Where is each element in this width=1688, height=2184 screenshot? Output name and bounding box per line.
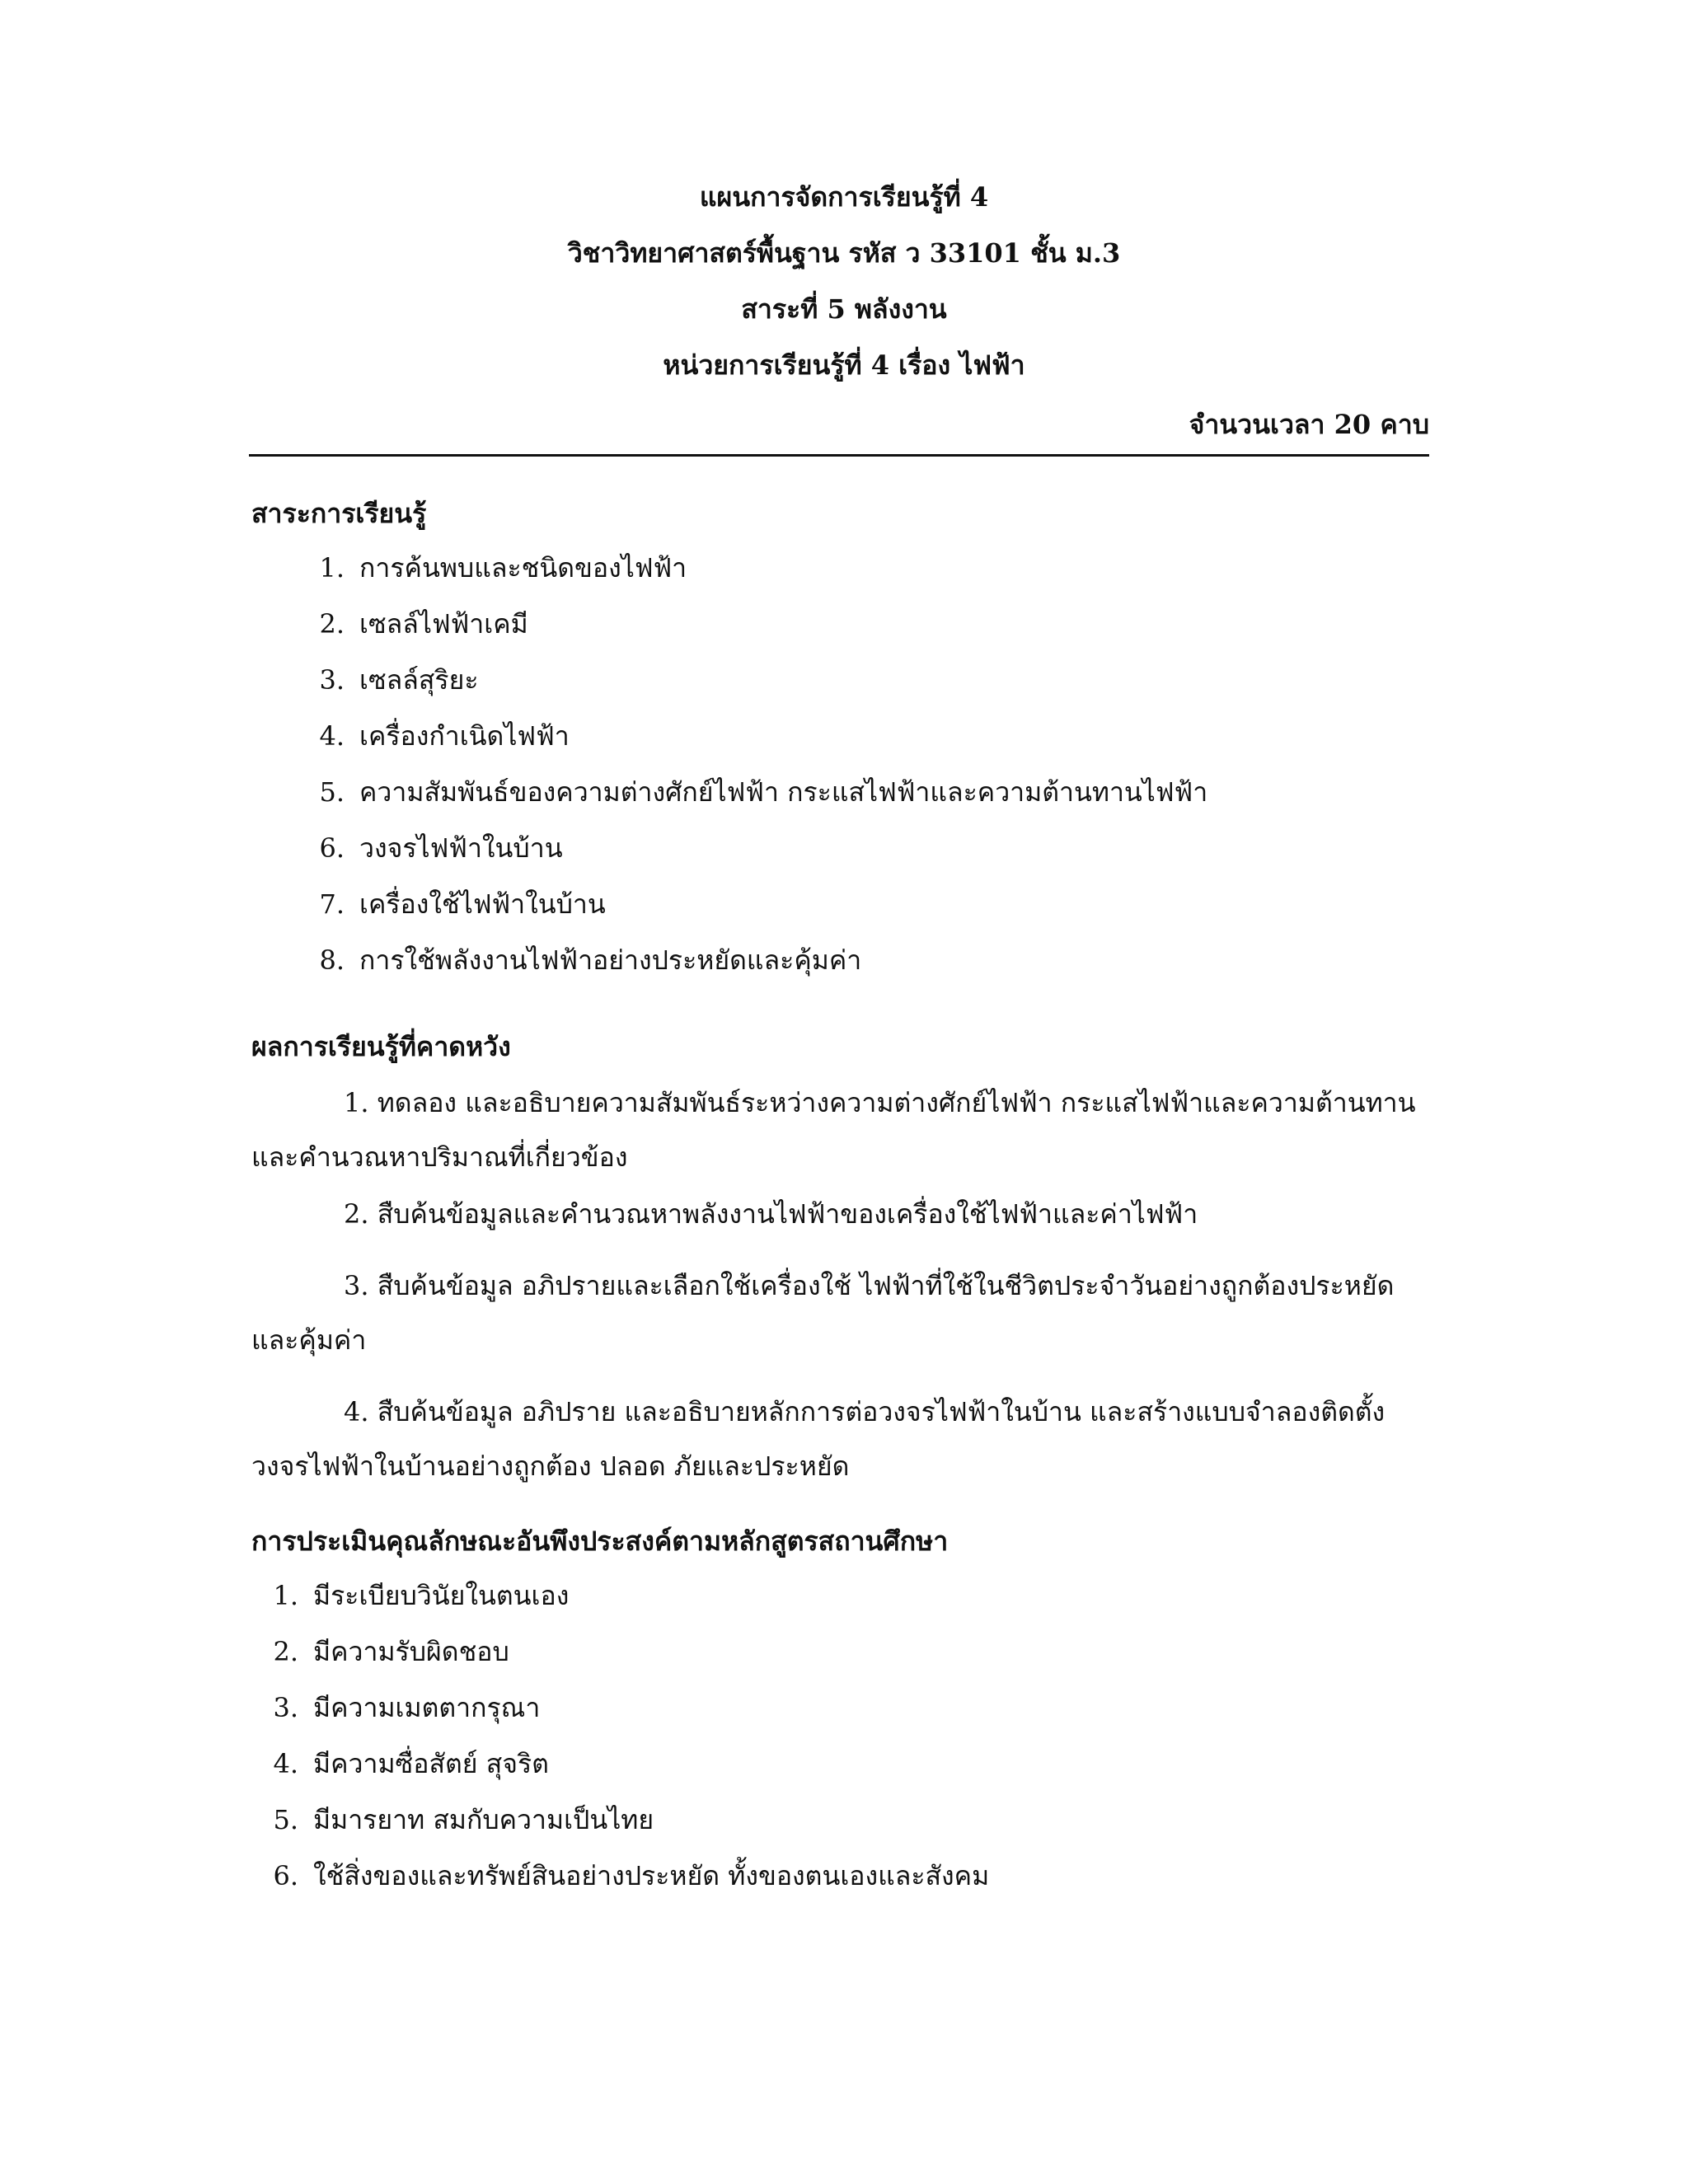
attributes-heading: การประเมินคุณลักษณะอันพึงประสงค์ตามหลักสูตรสถานศึกษา <box>251 1526 949 1557</box>
horizontal-divider <box>249 454 1429 457</box>
outcome-paragraph <box>251 1187 1422 1241</box>
list-text: มีมารยาท สมกับความเป็นไทย <box>313 1804 654 1835</box>
list-text: ใช้สิ่งของและทรัพย์สินอย่างประหยัด ทั้งของตนเองและสังคม <box>313 1860 990 1891</box>
list-number: 2. <box>319 608 345 640</box>
outcome-line: 3. สืบค้นข้อมูล อภิปรายและเลือกใช้เครื่องใช้ ไฟฟ้าที่ใช้ในชีวิตประจำวันอย่างถูกต้องประหยัด <box>344 1270 1395 1301</box>
list-number: 7. <box>319 888 345 920</box>
outcomes-heading: ผลการเรียนรู้ที่คาดหวัง <box>251 1031 511 1062</box>
list-number: 6. <box>273 1860 298 1891</box>
list-text: การค้นพบและชนิดของไฟฟ้า <box>359 552 687 583</box>
lesson-plan-title: แผนการจัดการเรียนรู้ที่ 4 <box>699 181 989 213</box>
list-number: 1. <box>273 1580 298 1611</box>
list-number: 4. <box>273 1748 298 1779</box>
list-text: เครื่องกำเนิดไฟฟ้า <box>359 720 570 752</box>
outcome-line: 1. ทดลอง และอธิบายความสัมพันธ์ระหว่างความต่างศักย์ไฟฟ้า กระแสไฟฟ้าและความต้านทาน <box>344 1087 1416 1118</box>
list-text: เซลล์ไฟฟ้าเคมี <box>359 608 528 640</box>
list-text: มีความซื่อสัตย์ สุจริต <box>313 1748 549 1779</box>
outcome-continuation: วงจรไฟฟ้าในบ้านอย่างถูกต้อง ปลอด ภัยและประหยัด <box>251 1451 850 1482</box>
content-heading: สาระการเรียนรู้ <box>251 498 427 529</box>
outcome-continuation: และคำนวณหาปริมาณที่เกี่ยวข้อง <box>251 1141 628 1173</box>
title-block <box>0 169 1688 393</box>
list-text: มีความเมตตากรุณา <box>313 1692 541 1723</box>
subject-line: วิชาวิทยาศาสตร์พื้นฐาน รหัส ว 33101 ชั้น ม.3 <box>567 237 1121 269</box>
list-text: ความสัมพันธ์ของความต่างศักย์ไฟฟ้า กระแสไฟฟ้าและความต้านทานไฟฟ้า <box>359 776 1208 808</box>
list-number: 1. <box>319 552 345 583</box>
list-text: การใช้พลังงานไฟฟ้าอย่างประหยัดและคุ้มค่า <box>359 944 862 976</box>
list-text: เซลล์สุริยะ <box>359 664 479 696</box>
outcome-continuation: และคุ้มค่า <box>251 1324 367 1356</box>
outcome-line: 2. สืบค้นข้อมูลและคำนวณหาพลังงานไฟฟ้าของเครื่องใช้ไฟฟ้าและค่าไฟฟ้า <box>344 1198 1198 1230</box>
list-text: เครื่องใช้ไฟฟ้าในบ้าน <box>359 888 606 920</box>
duration-label: จำนวนเวลา 20 คาบ <box>1189 409 1429 440</box>
unit-line: หน่วยการเรียนรู้ที่ 4 เรื่อง ไฟฟ้า <box>663 349 1025 381</box>
list-text: มีระเบียบวินัยในตนเอง <box>313 1580 570 1611</box>
list-number: 3. <box>319 664 345 696</box>
list-number: 4. <box>319 720 345 752</box>
outcome-paragraph <box>251 1385 1422 1493</box>
list-text: มีความรับผิดชอบ <box>313 1636 509 1667</box>
outcome-line: 4. สืบค้นข้อมูล อภิปราย และอธิบายหลักการต่อวงจรไฟฟ้าในบ้าน และสร้างแบบจำลองติดตั้ง <box>344 1396 1386 1427</box>
list-number: 5. <box>319 776 345 808</box>
list-number: 8. <box>319 944 345 976</box>
outcome-paragraph <box>251 1258 1422 1367</box>
list-text: วงจรไฟฟ้าในบ้าน <box>359 832 563 864</box>
list-number: 2. <box>273 1636 298 1667</box>
strand-line: สาระที่ 5 พลังงาน <box>741 293 947 325</box>
list-number: 3. <box>273 1692 298 1723</box>
list-number: 6. <box>319 832 345 864</box>
list-number: 5. <box>273 1804 298 1835</box>
outcome-paragraph <box>251 1076 1422 1184</box>
